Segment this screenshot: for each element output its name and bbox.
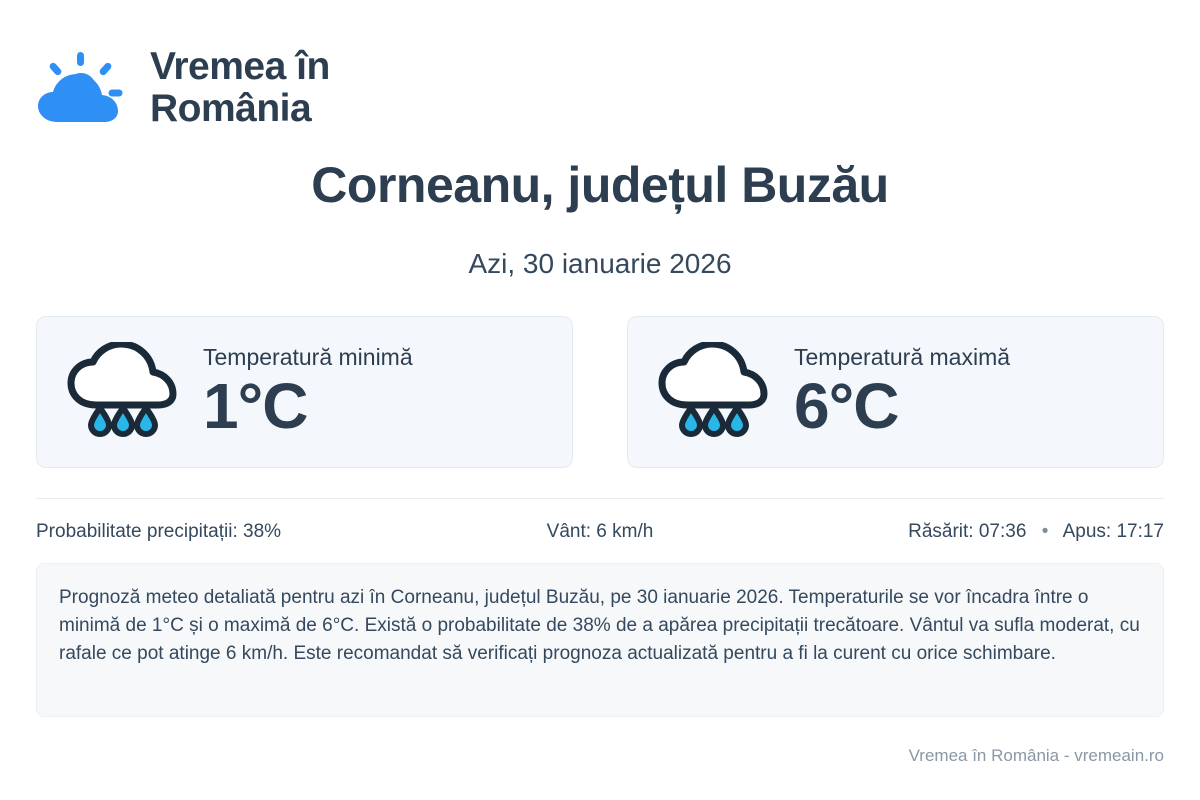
max-temperature-label: Temperatură maximă <box>794 343 1011 370</box>
wind-speed: Vânt: 6 km/h <box>546 520 654 542</box>
max-temperature-card <box>627 316 1164 468</box>
sun-times-separator: • <box>1041 520 1049 542</box>
brand-title <box>150 46 330 130</box>
brand-header <box>36 0 1164 130</box>
sun-times <box>788 521 1164 543</box>
page-title: Corneanu, județul Buzău <box>311 157 889 214</box>
min-temperature-value: 1°C <box>203 369 308 442</box>
brand-title-line1: Vremea în <box>150 45 330 88</box>
sunrise-time: Răsărit: 07:36 <box>908 520 1027 542</box>
page-date: Azi, 30 ianuarie 2026 <box>468 247 732 279</box>
brand-title-line2: România <box>150 87 312 131</box>
max-temperature-text <box>794 344 1010 440</box>
temperature-cards <box>36 316 1164 468</box>
forecast-description: Prognoză meteo detaliată pentru azi în Corneanu, județul Buzău, pe 30 ianuarie 2026. Temperaturile se vor încadra între o minimă de 1°C și o maximă de 6°C. Există o probabilitate de 38% de a apărea precipitații trecătoare. Vântul va sufla moderat, cu rafale ce pot atinge 6 km/h. Este recomandat să verificați prognoza actualizată pentru a fi la curent cu orice schimbare. <box>36 563 1164 717</box>
max-temperature-value: 6°C <box>794 369 899 442</box>
sun-cloud-icon <box>36 50 132 126</box>
precipitation-probability: Probabilitate precipitații: 38% <box>36 520 282 542</box>
min-temperature-card <box>36 316 573 468</box>
footer-credit: Vremea în România - vremeain.ro <box>908 746 1164 765</box>
rain-cloud-icon <box>654 342 772 442</box>
rain-cloud-icon <box>63 342 181 442</box>
min-temperature-text <box>203 344 413 440</box>
weather-meta-row <box>36 498 1164 543</box>
min-temperature-label: Temperatură minimă <box>203 343 413 370</box>
sunset-time: Apus: 17:17 <box>1062 520 1164 542</box>
